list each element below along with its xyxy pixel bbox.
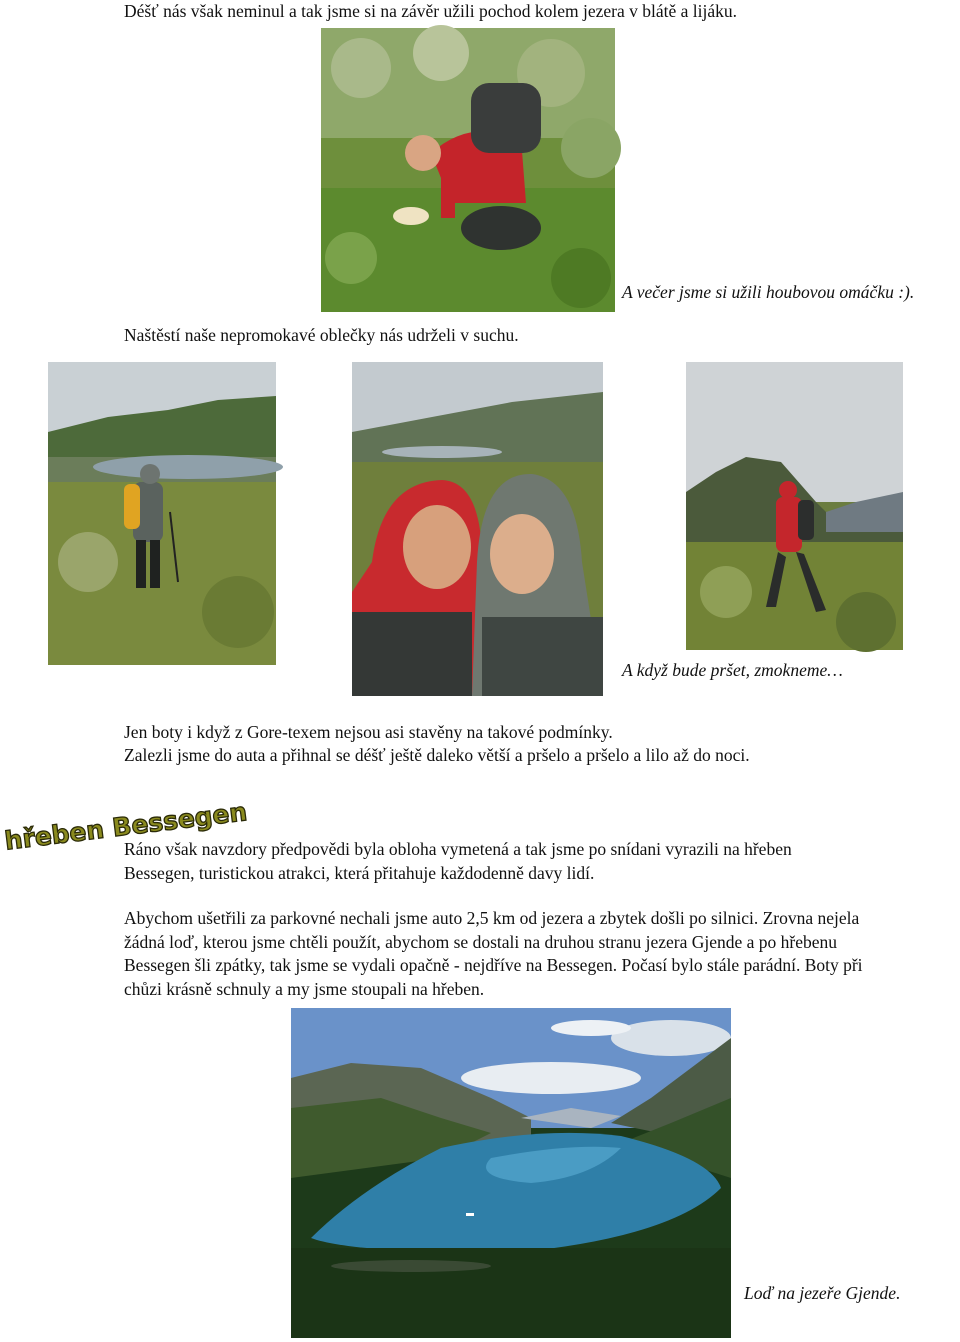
text-boots-line-2: Zalezli jsme do auta a přihnal se déšť ještě daleko větší a pršelo a pršelo a lilo až do noci. <box>124 745 750 765</box>
text-line-top: Déšť nás však neminul a tak jsme si na závěr užili pochod kolem jezera v blátě a lijáku. <box>124 1 737 21</box>
photo-couple-selfie <box>352 362 603 696</box>
photo-lake-gjende <box>291 1008 731 1338</box>
text-boots-line-1: Jen boty i když z Gore-texem nejsou asi stavěny na takové podmínky. <box>124 722 613 742</box>
photo-hiker-slope <box>686 362 903 650</box>
caption-mushroom: A večer jsme si užili houbovou omáčku :). <box>622 282 915 302</box>
text-line-raincoats: Naštěstí naše nepromokavé oblečky nás udrželi v suchu. <box>124 325 519 345</box>
paragraph-parking: Abychom ušetřili za parkovné nechali jsme auto 2,5 km od jezera a zbytek došli po silnici. Zrovna nejela žádná loď, kterou jsme chtěli použít, abychom se dostali na druhou stranu jezera Gjende a po hřebenu Bessegen šli zpátky, tak jsme se vydali opačně - nejdříve na Bessegen. Počasí bylo stále parádní. Boty při chůzi krásně schnuly a my jsme stoupali na hřeben. <box>124 908 863 999</box>
photo-mushroom-picking <box>321 28 615 312</box>
caption-rain: A když bude pršet, zmokneme… <box>622 660 843 680</box>
section-heading-text: hřeben Bessegen <box>3 797 249 856</box>
photo-hiker-lake <box>48 362 276 665</box>
caption-lake: Loď na jezeře Gjende. <box>744 1283 901 1303</box>
paragraph-morning: Ráno však navzdory předpovědi byla obloha vymetená a tak jsme po snídani vyrazili na hřeben Bessegen, turistickou atrakci, která přitahuje každodenně davy lidí. <box>124 839 792 883</box>
